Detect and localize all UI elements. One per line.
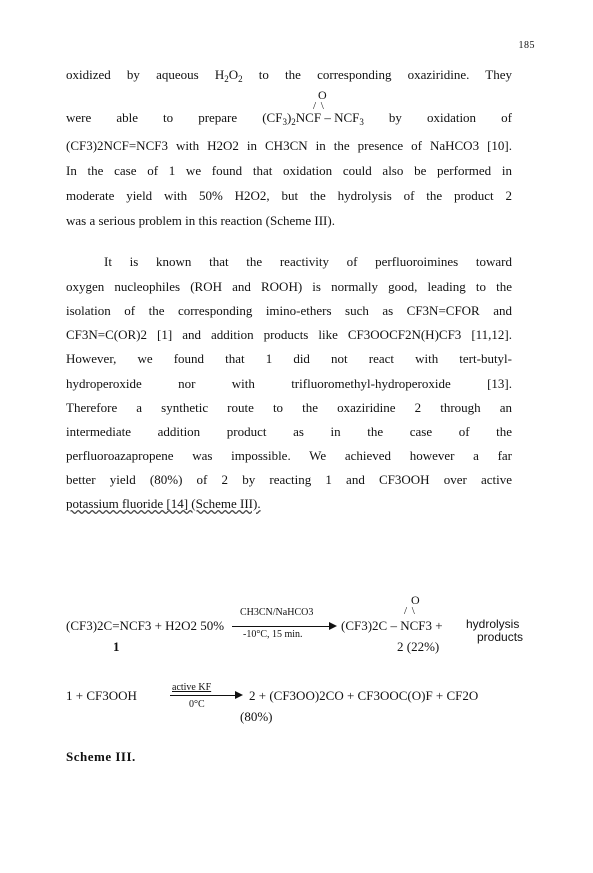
para2-line7: Therefore a synthetic route to the oxaziridine 2 through an xyxy=(66,400,512,415)
scheme-label: Scheme III. xyxy=(66,749,136,764)
scheme-r2-yield: (80%) xyxy=(240,709,273,724)
subscript: 2 xyxy=(224,74,229,84)
para2-line2: oxygen nucleophiles (ROH and ROOH) is normally good, leading to the xyxy=(66,279,512,294)
scheme-r1-ring-o: O xyxy=(411,593,420,607)
scheme-r2-products: 2 + (CF3OO)2CO + CF3OOC(O)F + CF2O xyxy=(249,688,479,703)
scheme-r2-reactants: 1 + CF3OOH xyxy=(66,688,137,703)
para1-line4: In the case of 1 we found that oxidation could also be performed in xyxy=(66,163,512,178)
para2-line10: better yield (80%) of 2 by reacting 1 and CF3OOH over active xyxy=(66,472,512,487)
para1-line3: (CF3)2NCF=NCF3 with H2O2 in CH3CN in the presence of NaHCO3 [10]. xyxy=(66,138,512,153)
para1-line1 xyxy=(66,66,512,83)
word: of xyxy=(501,110,512,125)
para2-line1: It is known that the reactivity of perfluoroimines toward xyxy=(104,254,512,269)
word: to xyxy=(163,110,174,125)
para2-line8: intermediate addition product as in the case of the xyxy=(66,424,512,439)
scheme-r1-label-1: 1 xyxy=(113,639,120,654)
text-fragment: oxidized by aqueous H xyxy=(66,67,225,82)
scheme-r1-products: products xyxy=(477,630,524,644)
page-number: 185 xyxy=(518,40,535,51)
scheme-r1-product: (CF3)2C – NCF3 + xyxy=(341,618,443,633)
para2-line5: However, we found that 1 did not react with tert-butyl- xyxy=(66,351,512,366)
word: prepare xyxy=(198,110,238,125)
oxaziridine-ring-o: O xyxy=(318,88,327,102)
para2-line3: isolation of the corresponding imino-ethers such as CF3N=CFOR and xyxy=(66,303,512,318)
word: oxidation xyxy=(426,110,477,125)
scheme-r1-ring-bonds: / \ xyxy=(404,605,416,617)
para1-line6: was a serious problem in this reaction (Scheme III). xyxy=(66,213,335,228)
scheme-r2-arrow-bottom: 0°C xyxy=(189,699,205,710)
para2-line11 xyxy=(66,495,512,512)
scheme-r1-reactants: (CF3)2C=NCF3 + H2O2 50% xyxy=(66,618,225,633)
formula-oxaziridine: $(CF_3)_2NCF - NCF_3$ xyxy=(262,110,364,127)
scheme-r2-arrow xyxy=(170,695,236,696)
word: by xyxy=(388,110,402,125)
scheme-r1-label-2: 2 (22%) xyxy=(397,639,440,654)
scheme-r1-arrow-head xyxy=(329,622,337,630)
para1-line2 xyxy=(66,109,512,126)
para2-line9: perfluoroazapropene was impossible. We achieved however a far xyxy=(66,448,512,463)
scheme-r1-hydrolysis: hydrolysis xyxy=(466,617,520,631)
text-fragment: O xyxy=(228,67,239,82)
para1-line5: moderate yield with 50% H2O2, but the hydrolysis of the product 2 xyxy=(66,188,512,203)
para2-line6: hydroperoxide nor with trifluoromethyl-hydroperoxide [13]. xyxy=(66,376,512,391)
subscript: 2 xyxy=(238,74,243,84)
scheme-r1-arrow-bottom: -10°C, 15 min. xyxy=(243,629,303,640)
scheme-r1-arrow-top: CH3CN/NaHCO3 xyxy=(240,607,314,618)
word: were xyxy=(66,110,92,125)
scheme-r2-arrow-top: active KF xyxy=(172,682,212,693)
oxaziridine-ring-bonds: / \ xyxy=(313,100,325,112)
word: able xyxy=(116,110,138,125)
scheme-r1-arrow xyxy=(232,626,330,627)
scheme-r2-arrow-head xyxy=(235,691,243,699)
text-fragment: to the corresponding oxaziridine. They xyxy=(242,67,512,82)
para2-line4: CF3N=C(OR)2 [1] and addition products like CF3OOCF2N(H)CF3 [11,12]. xyxy=(66,327,512,342)
text-fragment: potassium fluoride [14] (Scheme III). xyxy=(66,496,261,511)
